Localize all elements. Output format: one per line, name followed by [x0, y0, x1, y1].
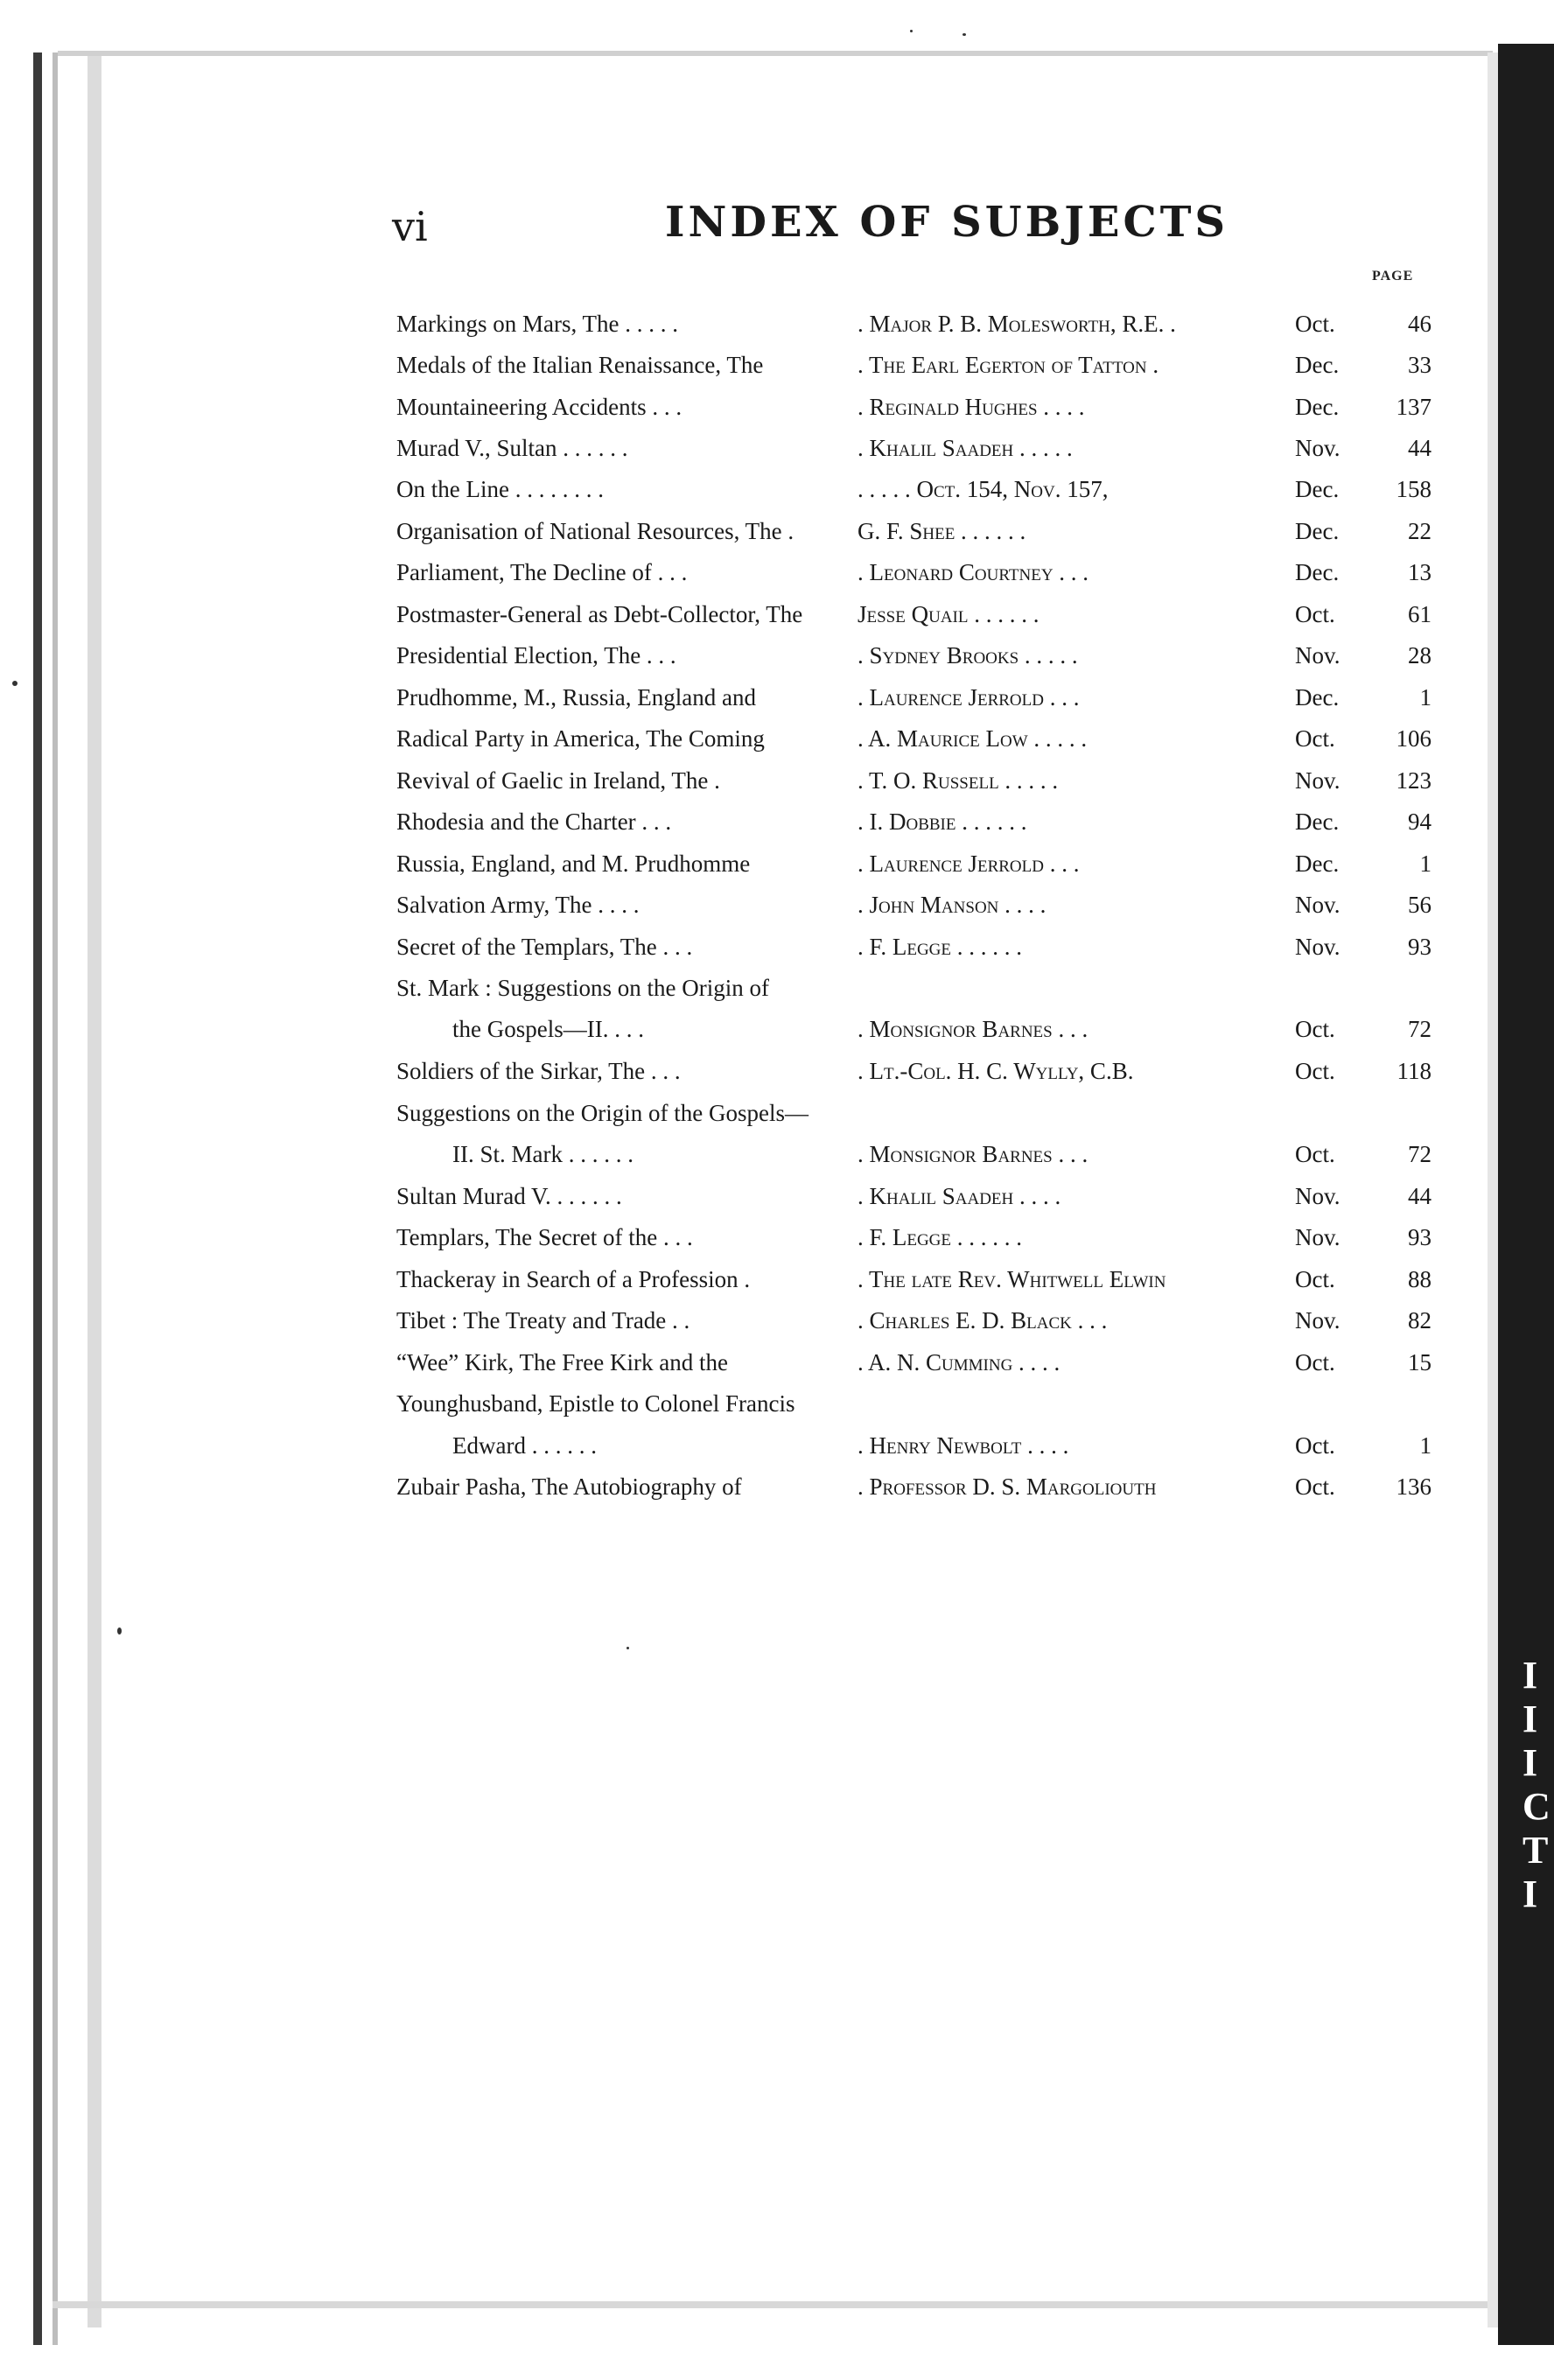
- adjacent-letter: T: [1522, 1829, 1549, 1872]
- entry-month: Dec.: [1295, 559, 1340, 585]
- index-entry: [0, 476, 1554, 516]
- entry-author: G. F. Shee . . . . . .: [858, 518, 1026, 544]
- index-entry: [0, 725, 1554, 766]
- entry-page: 137: [1396, 394, 1432, 420]
- entry-subject: Secret of the Templars, The . . .: [396, 934, 693, 960]
- page-top-edge: [58, 51, 1493, 56]
- entry-author: . Laurence Jerrold . . .: [858, 850, 1080, 877]
- index-entry: [0, 1474, 1554, 1514]
- entry-subject: Murad V., Sultan . . . . . .: [396, 435, 628, 461]
- entry-subject: Younghusband, Epistle to Colonel Francis: [396, 1390, 795, 1417]
- entry-month: Oct.: [1295, 601, 1335, 627]
- entry-page: 44: [1408, 435, 1432, 461]
- entry-author: . Sydney Brooks . . . . .: [858, 642, 1078, 668]
- entry-author: . T. O. Russell . . . . .: [858, 767, 1059, 794]
- entry-subject: Zubair Pasha, The Autobiography of: [396, 1474, 742, 1500]
- index-entry: [0, 850, 1554, 891]
- entry-subject: On the Line . . . . . . . .: [396, 476, 604, 502]
- page-header: [392, 198, 1442, 250]
- entry-month: Oct.: [1295, 1016, 1335, 1042]
- index-entry: [0, 394, 1554, 434]
- entry-page: 158: [1396, 476, 1432, 502]
- index-entry: [0, 518, 1554, 558]
- index-entry: [0, 684, 1554, 724]
- index-entry: [0, 934, 1554, 974]
- entry-month: Oct.: [1295, 1474, 1335, 1500]
- entry-page: 136: [1396, 1474, 1432, 1500]
- entry-author: . A. Maurice Low . . . . .: [858, 725, 1088, 752]
- entry-subject: Russia, England, and M. Prudhomme: [396, 850, 751, 877]
- entry-page: 33: [1408, 352, 1432, 378]
- entry-subject: Revival of Gaelic in Ireland, The .: [396, 767, 720, 794]
- entry-page: 123: [1396, 767, 1432, 794]
- index-entry: [0, 642, 1554, 682]
- entry-page: 118: [1396, 1058, 1432, 1084]
- entry-page: 82: [1408, 1307, 1432, 1334]
- entry-page: 106: [1396, 725, 1432, 752]
- index-entry: [0, 1390, 1554, 1431]
- entry-author: . Lt.-Col. H. C. Wylly, C.B.: [858, 1058, 1134, 1084]
- entry-month: Dec.: [1295, 394, 1340, 420]
- entry-author: . Professor D. S. Margoliouth: [858, 1474, 1157, 1500]
- entry-page: 61: [1408, 601, 1432, 627]
- entry-month: Oct.: [1295, 1141, 1335, 1167]
- entry-page: 15: [1408, 1349, 1432, 1376]
- entry-month: Dec.: [1295, 476, 1340, 502]
- entry-subject: Postmaster-General as Debt-Collector, The: [396, 601, 803, 627]
- entry-author: . The late Rev. Whitwell Elwin: [858, 1266, 1166, 1292]
- entry-month: Dec.: [1295, 352, 1340, 378]
- entry-author: Jesse Quail . . . . . .: [858, 601, 1040, 627]
- index-entry: [0, 1349, 1554, 1390]
- index-entry: [0, 1100, 1554, 1140]
- entry-page: 72: [1408, 1016, 1432, 1042]
- page-bottom-edge: [52, 2301, 1496, 2308]
- entry-author: . The Earl Egerton of Tatton .: [858, 352, 1159, 378]
- adjacent-letter: I: [1522, 1654, 1538, 1697]
- page-column-heading: PAGE: [1372, 269, 1414, 284]
- entry-subject: Markings on Mars, The . . . . .: [396, 311, 678, 337]
- entry-subject: Mountaineering Accidents . . .: [396, 394, 682, 420]
- entry-author: . Reginald Hughes . . . .: [858, 394, 1085, 420]
- index-entry: [0, 435, 1554, 475]
- page-title: INDEX OF SUBJECTS: [665, 198, 1229, 247]
- entry-page: 46: [1408, 311, 1432, 337]
- entry-subject: the Gospels—II. . . .: [452, 1016, 644, 1042]
- index-entry: [0, 808, 1554, 849]
- entry-subject: “Wee” Kirk, The Free Kirk and the: [396, 1349, 728, 1376]
- entry-month: Oct.: [1295, 311, 1335, 337]
- entry-month: Oct.: [1295, 1349, 1335, 1376]
- entry-author: . John Manson . . . .: [858, 892, 1046, 918]
- entry-subject: Rhodesia and the Charter . . .: [396, 808, 672, 835]
- entry-subject: Templars, The Secret of the . . .: [396, 1224, 693, 1250]
- index-entry: [0, 559, 1554, 599]
- index-entry: [0, 1016, 1554, 1056]
- index-entry: [0, 767, 1554, 808]
- entry-subject: Presidential Election, The . . .: [396, 642, 676, 668]
- entry-month: Oct.: [1295, 1266, 1335, 1292]
- entry-page: 1: [1419, 684, 1432, 710]
- index-entry: [0, 1224, 1554, 1264]
- entry-month: Dec.: [1295, 808, 1340, 835]
- entry-author: . Monsignor Barnes . . .: [858, 1016, 1088, 1042]
- adjacent-letter: I: [1522, 1741, 1538, 1784]
- entry-page: 1: [1419, 1432, 1432, 1459]
- entry-page: 56: [1408, 892, 1432, 918]
- entry-subject: Soldiers of the Sirkar, The . . .: [396, 1058, 681, 1084]
- entry-subject: Medals of the Italian Renaissance, The: [396, 352, 764, 378]
- entry-subject: Parliament, The Decline of . . .: [396, 559, 688, 585]
- entry-subject: II. St. Mark . . . . . .: [452, 1141, 634, 1167]
- adjacent-letter: I: [1522, 1872, 1538, 1915]
- entry-page: 22: [1408, 518, 1432, 544]
- entry-author: . Monsignor Barnes . . .: [858, 1141, 1088, 1167]
- entry-month: Nov.: [1295, 934, 1340, 960]
- entry-month: Nov.: [1295, 892, 1340, 918]
- entry-author: . Henry Newbolt . . . .: [858, 1432, 1069, 1459]
- entry-month: Nov.: [1295, 1183, 1340, 1209]
- index-entry: [0, 1307, 1554, 1348]
- entry-author: . F. Legge . . . . . .: [858, 1224, 1023, 1250]
- entry-subject: Prudhomme, M., Russia, England and: [396, 684, 756, 710]
- entry-subject: Sultan Murad V. . . . . . .: [396, 1183, 622, 1209]
- entry-page: 93: [1408, 1224, 1432, 1250]
- entry-author: . Major P. B. Molesworth, R.E. .: [858, 311, 1176, 337]
- entry-month: Nov.: [1295, 1224, 1340, 1250]
- entry-author: . F. Legge . . . . . .: [858, 934, 1023, 960]
- index-entry: [0, 975, 1554, 1015]
- page-folio: vi: [392, 203, 428, 250]
- entry-subject: Thackeray in Search of a Profession .: [396, 1266, 751, 1292]
- entry-month: Nov.: [1295, 767, 1340, 794]
- entry-subject: Organisation of National Resources, The .: [396, 518, 794, 544]
- entry-author: . Leonard Courtney . . .: [858, 559, 1089, 585]
- adjacent-page-letters: [1522, 1654, 1554, 1916]
- entry-page: 72: [1408, 1141, 1432, 1167]
- entry-author: . . . . . Oct. 154, Nov. 157,: [858, 476, 1109, 502]
- entry-month: Dec.: [1295, 850, 1340, 877]
- index-entry: [0, 1183, 1554, 1223]
- index-entry: [0, 352, 1554, 392]
- adjacent-letter: C: [1522, 1785, 1550, 1828]
- entry-month: Dec.: [1295, 518, 1340, 544]
- index-entry: [0, 1266, 1554, 1306]
- entry-author: . Charles E. D. Black . . .: [858, 1307, 1108, 1334]
- entry-author: . Khalil Saadeh . . . .: [858, 1183, 1061, 1209]
- entry-author: . A. N. Cumming . . . .: [858, 1349, 1060, 1376]
- entry-month: Oct.: [1295, 725, 1335, 752]
- entry-page: 88: [1408, 1266, 1432, 1292]
- entry-month: Nov.: [1295, 642, 1340, 668]
- entry-page: 44: [1408, 1183, 1432, 1209]
- entry-subject: St. Mark : Suggestions on the Origin of: [396, 975, 769, 1001]
- entry-page: 13: [1408, 559, 1432, 585]
- entry-month: Oct.: [1295, 1058, 1335, 1084]
- entry-subject: Edward . . . . . .: [452, 1432, 597, 1459]
- entry-month: Oct.: [1295, 1432, 1335, 1459]
- entry-subject: Radical Party in America, The Coming: [396, 725, 765, 752]
- index-entry: [0, 1141, 1554, 1181]
- index-entry: [0, 1432, 1554, 1473]
- entry-subject: Tibet : The Treaty and Trade . .: [396, 1307, 690, 1334]
- index-entry: [0, 311, 1554, 351]
- index-entry: [0, 892, 1554, 932]
- index-entry: [0, 1058, 1554, 1098]
- entry-author: . I. Dobbie . . . . . .: [858, 808, 1027, 835]
- index-entry: [0, 601, 1554, 641]
- entry-page: 93: [1408, 934, 1432, 960]
- entry-month: Nov.: [1295, 435, 1340, 461]
- entry-page: 94: [1408, 808, 1432, 835]
- entry-author: . Khalil Saadeh . . . . .: [858, 435, 1073, 461]
- entry-subject: Salvation Army, The . . . .: [396, 892, 640, 918]
- entry-page: 1: [1419, 850, 1432, 877]
- entry-author: . Laurence Jerrold . . .: [858, 684, 1080, 710]
- entry-page: 28: [1408, 642, 1432, 668]
- entry-month: Dec.: [1295, 684, 1340, 710]
- entry-month: Nov.: [1295, 1307, 1340, 1334]
- entry-subject: Suggestions on the Origin of the Gospels—: [396, 1100, 808, 1126]
- adjacent-letter: I: [1522, 1698, 1538, 1740]
